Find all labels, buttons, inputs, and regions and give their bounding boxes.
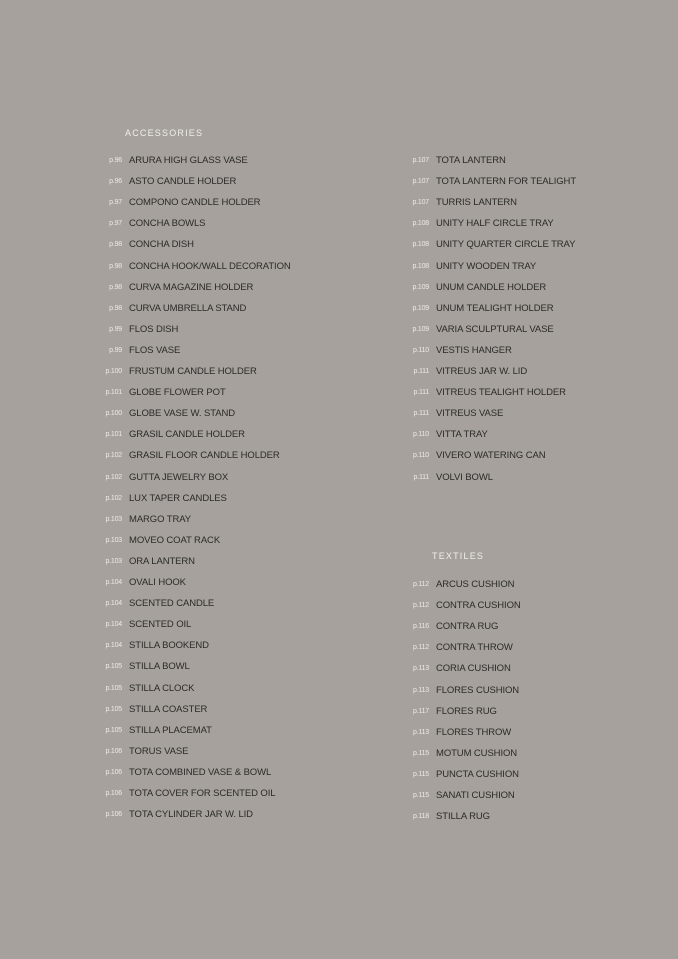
product-name: TORUS VASE [129,745,189,757]
product-name: CONTRA RUG [436,621,499,633]
page-number: p.96 [109,157,122,164]
product-name: CURVA MAGAZINE HOLDER [129,281,254,293]
product-name: ARCUS CUSHION [436,579,515,590]
page-number: p.113 [413,728,429,736]
product-name: GLOBE VASE W. STAND [129,408,235,420]
product-name: MOTUM CUSHION [436,747,518,759]
product-name: VESTIS HANGER [436,344,512,356]
product-name: SANATI CUSHION [436,790,515,801]
page-number: p.104 [105,621,122,629]
accessories-heading: ACCESSORIES [125,128,204,138]
product-name: STILLA COASTER [129,703,208,715]
page-number: p.112 [413,602,429,610]
page-number: p.100 [105,410,122,418]
page-number: p.102 [105,473,122,481]
product-name: TOTA CYLINDER JAR W. LID [129,809,253,821]
product-name: SCENTED CANDLE [129,598,215,610]
page-number: p.97 [109,220,122,228]
product-name: UNITY WOODEN TRAY [436,260,537,272]
page-number: p.98 [109,304,122,312]
product-name: FLOS DISH [129,323,179,335]
product-name: COMPONO CANDLE HOLDER [129,197,261,209]
product-name: STILLA BOWL [129,661,190,673]
product-name: VITREUS JAR W. LID [436,366,528,377]
page-number: p.116 [413,623,429,631]
page-number: p.99 [109,325,122,333]
page-number: p.102 [105,494,122,502]
product-name: UNITY QUARTER CIRCLE TRAY [436,239,576,251]
page-number: p.110 [413,431,429,439]
page-number: p.108 [412,262,429,270]
product-name: CONTRA THROW [436,642,513,654]
product-name: VARIA SCULPTURAL VASE [436,323,554,335]
product-name: ASTO CANDLE HOLDER [129,176,237,188]
page-number: p.113 [413,665,429,673]
product-name: CONCHA HOOK/WALL DECORATION [129,260,291,272]
page-number: p.97 [109,199,122,207]
page-number: p.106 [105,768,122,776]
page-number: p.105 [105,705,122,713]
page-number: p.107 [412,157,429,164]
page-number: p.109 [412,304,429,312]
product-name: MARGO TRAY [129,513,191,525]
page-number: p.101 [105,389,122,397]
product-name: CONCHA DISH [129,239,194,251]
page-number: p.106 [105,747,122,755]
page-number: p.112 [413,644,429,652]
product-name: STILLA RUG [436,811,490,823]
page-number: p.111 [413,389,429,397]
page-number: p.110 [413,346,429,354]
product-name: PUNCTA CUSHION [436,768,519,780]
product-name: CURVA UMBRELLA STAND [129,302,247,314]
page-number: p.108 [412,220,429,228]
page-number: p.117 [413,707,429,715]
product-name: VIVERO WATERING CAN [436,450,546,462]
product-name: FLORES RUG [436,705,497,717]
page-number: p.118 [413,813,429,821]
textiles-heading: TEXTILES [432,551,485,561]
product-name: STILLA PLACEMAT [129,724,212,736]
product-name: OVALI HOOK [129,577,186,588]
product-name: CORIA CUSHION [436,663,511,675]
page-number: p.106 [105,811,122,819]
page-number: p.111 [413,410,429,418]
product-name: ORA LANTERN [129,555,195,567]
product-name: UNUM CANDLE HOLDER [436,281,547,293]
product-name: TOTA COVER FOR SCENTED OIL [129,788,276,799]
page-number: p.105 [105,684,122,692]
page-number: p.104 [105,579,122,586]
page-number: p.106 [105,790,122,797]
page-number: p.103 [105,515,122,523]
product-name: TURRIS LANTERN [436,197,517,209]
page-number: p.115 [413,749,429,757]
page-number: p.105 [105,726,122,734]
page-number: p.100 [105,368,122,375]
product-name: SCENTED OIL [129,619,192,631]
page-number: p.99 [109,346,122,354]
page-number: p.98 [109,262,122,270]
page-number: p.111 [413,473,429,481]
product-name: FLORES THROW [436,726,512,738]
product-name: CONTRA CUSHION [436,600,521,612]
product-name: ARURA HIGH GLASS VASE [129,155,248,166]
page-number: p.113 [413,686,429,694]
product-name: STILLA CLOCK [129,682,195,694]
page-number: p.107 [412,178,429,186]
product-name: LUX TAPER CANDLES [129,492,227,504]
product-name: UNITY HALF CIRCLE TRAY [436,218,554,230]
page-number: p.105 [105,663,122,671]
product-name: FLORES CUSHION [436,684,520,696]
page-number: p.103 [105,557,122,565]
page-number: p.104 [105,600,122,608]
page-number: p.98 [109,283,122,291]
product-name: FLOS VASE [129,344,181,356]
product-name: VITREUS VASE [436,408,504,420]
page-number: p.107 [412,199,429,207]
product-name: TOTA LANTERN [436,155,506,166]
page-number: p.115 [413,792,429,799]
product-name: VITREUS TEALIGHT HOLDER [436,387,566,399]
page-number: p.104 [105,642,122,650]
product-name: GUTTA JEWELRY BOX [129,471,229,483]
page-number: p.109 [412,283,429,291]
product-name: MOVEO COAT RACK [129,534,221,546]
page-number: p.96 [109,178,122,186]
page-number: p.103 [105,536,122,544]
page-number: p.115 [413,770,429,778]
page-number: p.112 [413,581,429,588]
page-number: p.102 [105,452,122,460]
product-name: GRASIL CANDLE HOLDER [129,429,245,441]
page-number: p.111 [413,368,429,375]
product-name: VOLVI BOWL [436,471,493,483]
page-number: p.110 [413,452,429,460]
product-name: TOTA COMBINED VASE & BOWL [129,766,272,778]
product-name: STILLA BOOKEND [129,640,209,652]
product-name: UNUM TEALIGHT HOLDER [436,302,554,314]
product-name: GRASIL FLOOR CANDLE HOLDER [129,450,280,462]
product-name: GLOBE FLOWER POT [129,387,226,399]
page-number: p.109 [412,325,429,333]
page-number: p.101 [105,431,122,439]
product-name: TOTA LANTERN FOR TEALIGHT [436,176,577,188]
page-number: p.108 [412,241,429,249]
product-name: VITTA TRAY [436,429,488,441]
product-name: FRUSTUM CANDLE HOLDER [129,366,257,377]
page-number: p.98 [109,241,122,249]
product-name: CONCHA BOWLS [129,218,206,230]
